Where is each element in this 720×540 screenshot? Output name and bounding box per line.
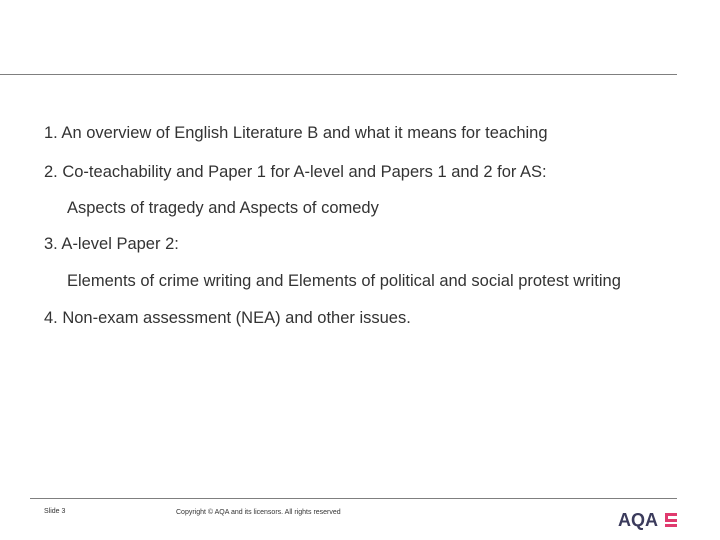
agenda-item-2: 2. Co-teachability and Paper 1 for A-level and Papers 1 and 2 for AS: [44, 163, 547, 181]
aqa-logo [618, 509, 680, 531]
copyright-notice: Copyright © AQA and its licensors. All rights reserved [176, 509, 341, 516]
agenda-item-4: 4. Non-exam assessment (NEA) and other issues. [44, 309, 411, 327]
slide-number: Slide 3 [44, 508, 66, 515]
agenda-item-3: 3. A-level Paper 2: [44, 235, 179, 253]
aqa-brand-mark-icon [664, 512, 678, 528]
agenda-item-1: 1. An overview of English Literature B and what it means for teaching [44, 124, 548, 142]
logo-text: AQA [618, 510, 658, 530]
agenda-subitem-3: Elements of crime writing and Elements of political and social protest writing [67, 272, 621, 290]
agenda-subitem-2: Aspects of tragedy and Aspects of comedy [67, 199, 379, 217]
header-divider [0, 74, 677, 75]
footer-divider [30, 498, 677, 499]
